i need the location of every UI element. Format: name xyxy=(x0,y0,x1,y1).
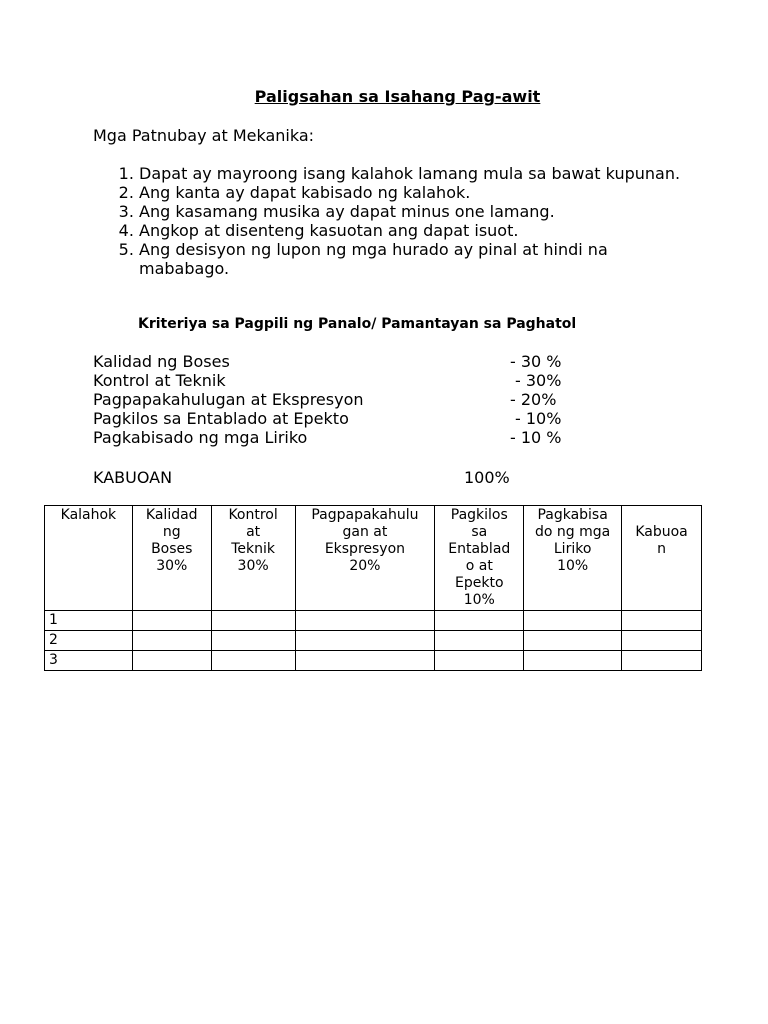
criterion-percent: - 30% xyxy=(515,371,562,390)
header-pagkilos: Pagkilos sa Entablad o at Epekto 10% xyxy=(435,506,524,611)
table-header-row xyxy=(45,506,702,611)
table-cell xyxy=(435,631,524,651)
header-kontrol: Kontrol at Teknik 30% xyxy=(211,506,295,611)
table-cell xyxy=(132,651,211,671)
header-kalidad: Kalidad ng Boses 30% xyxy=(132,506,211,611)
header-kabuoan: Kabuoa n xyxy=(622,506,702,611)
rule-item: 2. Ang kanta ay dapat kabisado ng kalahok. xyxy=(139,183,699,202)
criterion-row xyxy=(93,409,613,428)
criterion-name: Kalidad ng Boses xyxy=(93,352,230,371)
criterion-name: Pagkilos sa Entablado at Epekto xyxy=(93,409,349,428)
header-pagpapakahulugan: Pagpapakahulu gan at Ekspresyon 20% xyxy=(295,506,435,611)
criterion-row xyxy=(93,371,613,390)
criterion-name: Pagpapakahulugan at Ekspresyon xyxy=(93,390,364,409)
criterion-row xyxy=(93,352,613,371)
criterion-percent: - 30 % xyxy=(510,352,562,371)
table-row xyxy=(45,631,702,651)
table-cell xyxy=(435,611,524,631)
rule-item: 1. Dapat ay mayroong isang kalahok lamang mula sa bawat kupunan. xyxy=(139,164,699,183)
header-kalahok: Kalahok xyxy=(45,506,133,611)
table-cell xyxy=(524,651,622,671)
criterion-row xyxy=(93,428,613,447)
table-row xyxy=(45,651,702,671)
rule-item: 5. Ang desisyon ng lupon ng mga hurado ay pinal at hindi na mababago. xyxy=(139,240,699,278)
header-pagkabisado: Pagkabisa do ng mga Liriko 10% xyxy=(524,506,622,611)
criterion-name: Pagkabisado ng mga Liriko xyxy=(93,428,308,447)
table-cell xyxy=(435,651,524,671)
rule-item: 3. Ang kasamang musika ay dapat minus one lamang. xyxy=(139,202,699,221)
rule-item: 4. Angkop at disenteng kasuotan ang dapat isuot. xyxy=(139,221,699,240)
table-cell xyxy=(524,611,622,631)
table-cell xyxy=(622,611,702,631)
table-cell xyxy=(295,631,435,651)
document-title: Paligsahan sa Isahang Pag-awit xyxy=(254,87,541,106)
table-cell xyxy=(211,631,295,651)
criterion-row xyxy=(93,390,613,409)
criterion-percent: - 10% xyxy=(515,409,562,428)
table-cell xyxy=(295,611,435,631)
table-cell xyxy=(211,611,295,631)
table-cell: 3 xyxy=(45,651,133,671)
table-cell xyxy=(622,651,702,671)
score-table xyxy=(44,505,702,671)
criterion-percent: - 10 % xyxy=(510,428,562,447)
total-value: 100% xyxy=(464,468,510,487)
table-cell xyxy=(295,651,435,671)
guidelines-heading: Mga Patnubay at Mekanika: xyxy=(93,126,315,145)
criterion-name: Kontrol at Teknik xyxy=(93,371,226,390)
table-row xyxy=(45,611,702,631)
total-label: KABUOAN xyxy=(93,468,173,487)
criterion-percent: - 20% xyxy=(510,390,557,409)
table-cell: 1 xyxy=(45,611,133,631)
table-cell xyxy=(132,611,211,631)
table-cell xyxy=(132,631,211,651)
table-cell: 2 xyxy=(45,631,133,651)
table-cell xyxy=(622,631,702,651)
table-cell xyxy=(211,651,295,671)
table-cell xyxy=(524,631,622,651)
rules-list xyxy=(93,164,699,278)
criteria-heading: Kriteriya sa Pagpili ng Panalo/ Pamantayan sa Paghatol xyxy=(138,316,577,332)
